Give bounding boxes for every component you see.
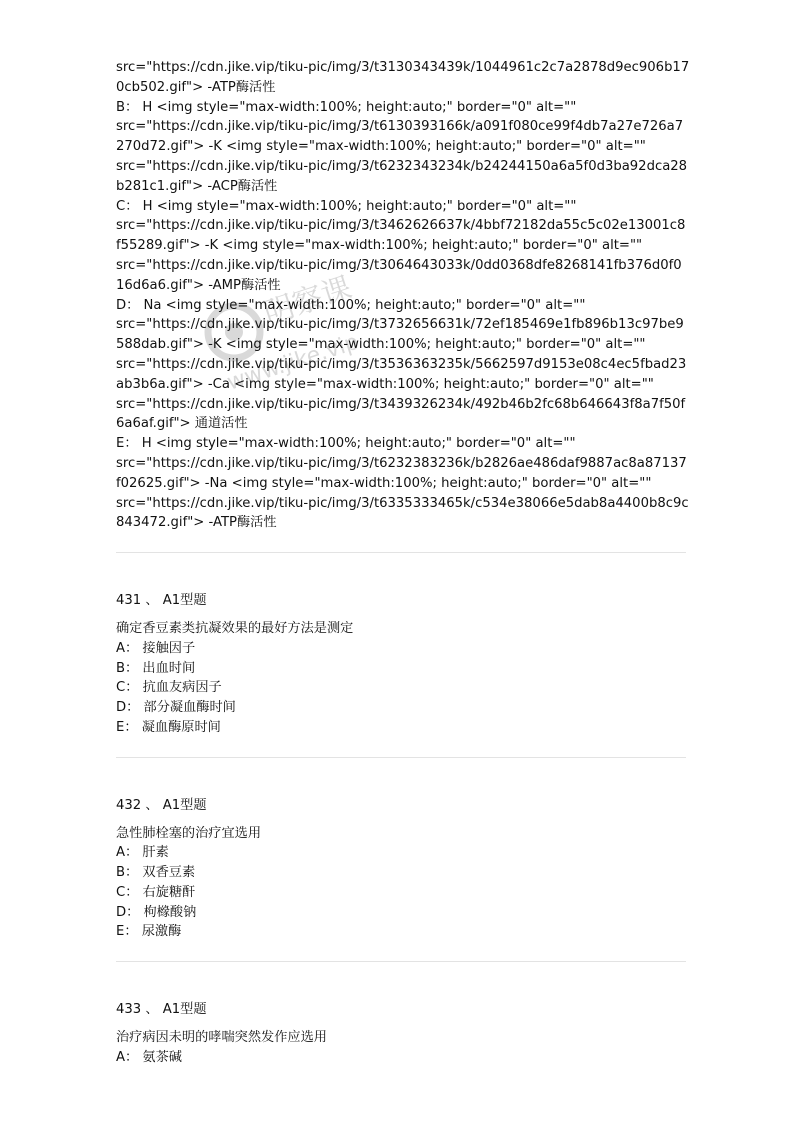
divider: [116, 552, 686, 553]
option-e: E： 凝血酶原时间: [116, 719, 221, 735]
text-line: src="https://cdn.jike.vip/tiku-pic/img/3/t6130393166k/a091f080ce99f4db7a27e726a7: [116, 119, 684, 135]
text-line: src="https://cdn.jike.vip/tiku-pic/img/3/t6232343234k/b24244150a6a5f0d3ba92dca28: [116, 158, 688, 174]
text-line: 16d6a6.gif"> -AMP酶活性: [116, 277, 281, 293]
question-stem: 确定香豆素类抗凝效果的最好方法是测定: [116, 620, 354, 636]
question-stem: 治疗病因未明的哮喘突然发作应选用: [116, 1030, 327, 1046]
option-a: A： 肝素: [116, 845, 169, 861]
text-line: src="https://cdn.jike.vip/tiku-pic/img/3/t3732656631k/72ef185469e1fb896b13c97be9: [116, 317, 684, 333]
question-431: [116, 591, 686, 738]
previous-question-options: [116, 58, 690, 533]
option-b: B： 双香豆素: [116, 865, 196, 881]
option-a: A： 氨茶碱: [116, 1049, 182, 1065]
divider: [116, 757, 686, 758]
question-432: [116, 796, 686, 943]
text-line: C： H <img style="max-width:100%; height:auto;" border="0" alt="": [116, 198, 577, 214]
text-line: f55289.gif"> -K <img style="max-width:100%; height:auto;" border="0" alt="": [116, 238, 643, 254]
option-b: B： 出血时间: [116, 660, 196, 676]
document-page: [116, 58, 690, 1068]
text-line: src="https://cdn.jike.vip/tiku-pic/img/3/t3462626637k/4bbf72182da55c5c02e13001c8: [116, 218, 686, 234]
text-line: 588dab.gif"> -K <img style="max-width:100%; height:auto;" border="0" alt="": [116, 337, 646, 353]
text-line: 6a6af.gif"> 通道活性: [116, 416, 248, 432]
text-line: b281c1.gif"> -ACP酶活性: [116, 178, 278, 194]
text-line: 270d72.gif"> -K <img style="max-width:100%; height:auto;" border="0" alt="": [116, 139, 646, 155]
text-line: src="https://cdn.jike.vip/tiku-pic/img/3/t3536363235k/5662597d9153e08c4ec5fbad23: [116, 356, 687, 372]
text-line: f02625.gif"> -Na <img style="max-width:100%; height:auto;" border="0" alt="": [116, 475, 652, 491]
text-line: src="https://cdn.jike.vip/tiku-pic/img/3/t3130343439k/1044961c2c7a2878d9ec906b17: [116, 60, 690, 75]
text-line: src="https://cdn.jike.vip/tiku-pic/img/3/t3064643033k/0dd0368dfe8268141fb376d0f0: [116, 257, 682, 273]
option-c: C： 右旋糖酐: [116, 884, 196, 900]
text-line: src="https://cdn.jike.vip/tiku-pic/img/3/t3439326234k/492b46b2fc68b646643f8a7f50f: [116, 396, 686, 412]
watermark-text-top: 明察课: [259, 270, 357, 332]
question-header: 431 、 A1型题: [116, 593, 207, 609]
question-stem: 急性肺栓塞的治疗宜选用: [116, 825, 262, 841]
text-line: D： Na <img style="max-width:100%; height:auto;" border="0" alt="": [116, 297, 586, 313]
text-line: E： H <img style="max-width:100%; height:auto;" border="0" alt="": [116, 436, 576, 452]
question-header: 432 、 A1型题: [116, 797, 207, 813]
text-line: src="https://cdn.jike.vip/tiku-pic/img/3/t6232383236k/b2826ae486daf9887ac8a87137: [116, 455, 687, 471]
text-line: 843472.gif"> -ATP酶活性: [116, 515, 277, 531]
question-433: [116, 1000, 686, 1067]
text-line: ab3b6a.gif"> -Ca <img style="max-width:100%; height:auto;" border="0" alt="": [116, 376, 654, 392]
question-header: 433 、 A1型题: [116, 1002, 207, 1018]
option-a: A： 接触因子: [116, 640, 196, 656]
divider: [116, 961, 686, 962]
watermark-text-bottom: www.jike.vip: [224, 329, 362, 396]
text-line: 0cb502.gif"> -ATP酶活性: [116, 79, 276, 95]
text-line: src="https://cdn.jike.vip/tiku-pic/img/3/t6335333465k/c534e38066e5dab8a4400b8c9c: [116, 495, 689, 511]
option-d: D： 部分凝血酶时间: [116, 700, 236, 716]
option-d: D： 枸橼酸钠: [116, 904, 197, 920]
option-e: E： 尿激酶: [116, 924, 182, 940]
option-c: C： 抗血友病因子: [116, 680, 222, 696]
text-line: B： H <img style="max-width:100%; height:auto;" border="0" alt="": [116, 99, 577, 115]
